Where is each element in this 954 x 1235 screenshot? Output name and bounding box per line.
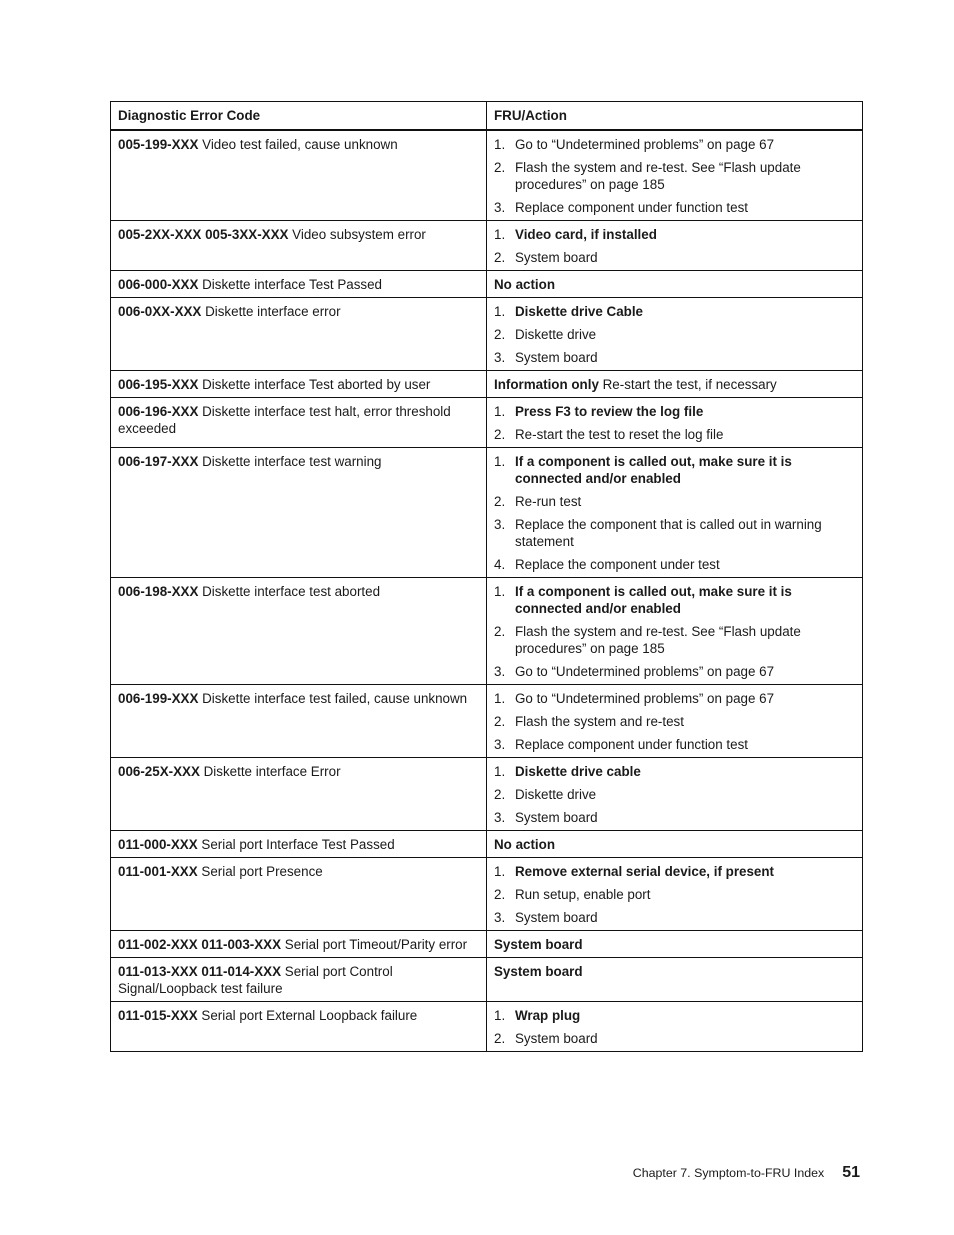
error-code-cell — [111, 398, 487, 448]
action-item — [494, 249, 855, 266]
column-header-fru-action: FRU/Action — [487, 102, 863, 131]
error-code: 005-2XX-XXX 005-3XX-XXX — [118, 227, 289, 242]
fru-action-cell — [487, 958, 863, 1002]
error-code-cell — [111, 931, 487, 958]
error-code-cell — [111, 271, 487, 298]
action-number: 2. — [494, 327, 506, 342]
chapter-title: Chapter 7. Symptom-to-FRU Index — [632, 1166, 825, 1180]
error-code: 011-002-XXX 011-003-XXX — [118, 937, 282, 952]
page-number: 51 — [842, 1164, 860, 1181]
action-item — [494, 403, 855, 420]
error-description: Diskette interface test warning — [198, 454, 382, 469]
action-emphasis: Information only — [494, 377, 599, 392]
fru-action-cell — [487, 931, 863, 958]
action-list — [494, 453, 855, 573]
fru-action-cell — [487, 858, 863, 931]
fru-action-cell — [487, 398, 863, 448]
action-text: Flash the system and re-test — [515, 714, 684, 729]
table-row — [111, 831, 863, 858]
error-code: 006-196-XXX — [118, 404, 199, 419]
error-code: 006-25X-XXX — [118, 764, 200, 779]
table-body — [111, 130, 863, 1052]
action-item — [494, 493, 855, 510]
error-description: Serial port Interface Test Passed — [197, 837, 395, 852]
page-footer — [633, 1164, 860, 1182]
error-description: Serial port Presence — [197, 864, 323, 879]
action-text: Wrap plug — [515, 1008, 581, 1023]
fru-action-cell — [487, 1002, 863, 1052]
error-code-cell — [111, 831, 487, 858]
action-emphasis: No action — [494, 837, 556, 852]
error-code-cell — [111, 1002, 487, 1052]
action-item — [494, 623, 855, 657]
fru-action-cell — [487, 371, 863, 398]
action-item — [494, 809, 855, 826]
table-row — [111, 130, 863, 221]
action-emphasis: System board — [494, 964, 583, 979]
action-text: System board — [515, 810, 598, 825]
error-description: Diskette interface Test Passed — [198, 277, 382, 292]
action-item — [494, 763, 855, 780]
action-text: Replace component under function test — [515, 737, 748, 752]
action-item — [494, 663, 855, 680]
error-code-cell — [111, 958, 487, 1002]
action-number: 2. — [494, 887, 506, 902]
action-number: 1. — [494, 304, 506, 319]
table-row — [111, 448, 863, 578]
action-list — [494, 690, 855, 753]
action-item — [494, 303, 855, 320]
action-text: If a component is called out, make sure it is connected and/or enabled — [515, 454, 792, 486]
error-code-cell — [111, 758, 487, 831]
error-description: Video test failed, cause unknown — [198, 137, 398, 152]
fru-action-cell — [487, 221, 863, 271]
error-code-cell — [111, 578, 487, 685]
action-number: 3. — [494, 350, 506, 365]
table-header-row — [111, 102, 863, 131]
action-text: Replace component under function test — [515, 200, 748, 215]
error-description: Diskette interface test aborted — [198, 584, 381, 599]
action-number: 1. — [494, 404, 506, 419]
action-text: System board — [515, 350, 598, 365]
error-code: 006-195-XXX — [118, 377, 199, 392]
action-emphasis: System board — [494, 937, 583, 952]
action-text: System board — [515, 910, 598, 925]
action-text: Replace the component that is called out in warning statement — [515, 517, 822, 549]
error-code-cell — [111, 371, 487, 398]
error-code: 011-015-XXX — [118, 1008, 198, 1023]
error-description: Serial port External Loopback failure — [197, 1008, 418, 1023]
error-code-cell — [111, 685, 487, 758]
action-number: 2. — [494, 1031, 506, 1046]
action-list — [494, 226, 855, 266]
action-text: Go to “Undetermined problems” on page 67 — [515, 664, 775, 679]
action-item — [494, 136, 855, 153]
action-number: 3. — [494, 517, 506, 532]
diagnostic-error-table — [110, 101, 863, 1052]
action-text: Flash the system and re-test. See “Flash update procedures” on page 185 — [515, 624, 801, 656]
action-number: 3. — [494, 200, 506, 215]
action-item — [494, 583, 855, 617]
action-text: Diskette drive — [515, 327, 597, 342]
error-code-cell — [111, 858, 487, 931]
fru-action-cell — [487, 831, 863, 858]
action-item — [494, 736, 855, 753]
action-number: 1. — [494, 764, 506, 779]
action-list — [494, 863, 855, 926]
action-text: Press F3 to review the log file — [515, 404, 704, 419]
column-header-error-code: Diagnostic Error Code — [111, 102, 487, 131]
action-list — [494, 136, 855, 216]
error-code: 006-199-XXX — [118, 691, 199, 706]
action-number: 3. — [494, 664, 506, 679]
action-text: Remove external serial device, if present — [515, 864, 775, 879]
error-code-cell — [111, 298, 487, 371]
action-item — [494, 886, 855, 903]
action-item — [494, 786, 855, 803]
action-number: 1. — [494, 227, 506, 242]
action-text: Go to “Undetermined problems” on page 67 — [515, 137, 775, 152]
action-text: Diskette drive cable — [515, 764, 641, 779]
action-text: Flash the system and re-test. See “Flash update procedures” on page 185 — [515, 160, 801, 192]
action-number: 3. — [494, 910, 506, 925]
error-code-cell — [111, 448, 487, 578]
action-emphasis: No action — [494, 277, 556, 292]
error-code: 005-199-XXX — [118, 137, 199, 152]
action-list — [494, 763, 855, 826]
action-list — [494, 303, 855, 366]
error-code: 006-0XX-XXX — [118, 304, 202, 319]
action-item — [494, 556, 855, 573]
error-code: 006-000-XXX — [118, 277, 199, 292]
fru-action-cell — [487, 448, 863, 578]
table-row — [111, 685, 863, 758]
action-text: Re-start the test to reset the log file — [515, 427, 724, 442]
error-description: Diskette interface Error — [199, 764, 341, 779]
action-number: 1. — [494, 454, 506, 469]
action-item — [494, 713, 855, 730]
action-text: If a component is called out, make sure it is connected and/or enabled — [515, 584, 792, 616]
action-item — [494, 690, 855, 707]
fru-action-cell — [487, 685, 863, 758]
fru-action-cell — [487, 758, 863, 831]
error-description: Diskette interface test failed, cause unknown — [198, 691, 468, 706]
action-text: Run setup, enable port — [515, 887, 651, 902]
action-number: 2. — [494, 787, 506, 802]
action-number: 2. — [494, 250, 506, 265]
table-row — [111, 271, 863, 298]
action-number: 2. — [494, 714, 506, 729]
error-description: Serial port Control Signal/Loopback test failure — [118, 964, 393, 996]
error-description: Video subsystem error — [288, 227, 426, 242]
error-description: Diskette interface error — [201, 304, 341, 319]
fru-action-cell — [487, 130, 863, 221]
action-item — [494, 426, 855, 443]
action-note: Re-start the test, if necessary — [598, 377, 777, 392]
error-code: 006-198-XXX — [118, 584, 199, 599]
action-text: System board — [515, 1031, 598, 1046]
action-number: 2. — [494, 624, 506, 639]
action-item — [494, 349, 855, 366]
table-row — [111, 858, 863, 931]
action-number: 2. — [494, 494, 506, 509]
action-number: 1. — [494, 691, 506, 706]
action-text: System board — [515, 250, 598, 265]
table-row — [111, 578, 863, 685]
action-text: Re-run test — [515, 494, 582, 509]
error-code-cell — [111, 130, 487, 221]
action-item — [494, 199, 855, 216]
error-description: Diskette interface Test aborted by user — [198, 377, 431, 392]
action-number: 1. — [494, 864, 506, 879]
action-text: Video card, if installed — [515, 227, 657, 242]
action-item — [494, 516, 855, 550]
action-item — [494, 159, 855, 193]
action-list — [494, 1007, 855, 1047]
table-row — [111, 931, 863, 958]
action-number: 1. — [494, 584, 506, 599]
action-item — [494, 326, 855, 343]
action-number: 2. — [494, 160, 506, 175]
table-row — [111, 398, 863, 448]
table-row — [111, 758, 863, 831]
table-row — [111, 298, 863, 371]
error-code-cell — [111, 221, 487, 271]
action-text: Diskette drive — [515, 787, 597, 802]
action-text: Replace the component under test — [515, 557, 720, 572]
table-row — [111, 1002, 863, 1052]
error-code: 006-197-XXX — [118, 454, 199, 469]
action-number: 1. — [494, 137, 506, 152]
table-row — [111, 221, 863, 271]
table-row — [111, 371, 863, 398]
error-code: 011-000-XXX — [118, 837, 198, 852]
action-list — [494, 403, 855, 443]
action-text: Go to “Undetermined problems” on page 67 — [515, 691, 775, 706]
action-number: 1. — [494, 1008, 506, 1023]
fru-action-cell — [487, 578, 863, 685]
action-item — [494, 453, 855, 487]
action-item — [494, 1030, 855, 1047]
action-number: 4. — [494, 557, 506, 572]
action-number: 2. — [494, 427, 506, 442]
action-item — [494, 226, 855, 243]
fru-action-cell — [487, 271, 863, 298]
action-item — [494, 909, 855, 926]
action-list — [494, 583, 855, 680]
action-item — [494, 1007, 855, 1024]
fru-action-cell — [487, 298, 863, 371]
action-number: 3. — [494, 737, 506, 752]
error-code: 011-013-XXX 011-014-XXX — [118, 964, 282, 979]
error-description: Diskette interface test halt, error threshold exceeded — [118, 404, 451, 436]
action-number: 3. — [494, 810, 506, 825]
action-text: Diskette drive Cable — [515, 304, 644, 319]
table-row — [111, 958, 863, 1002]
error-description: Serial port Timeout/Parity error — [281, 937, 468, 952]
action-item — [494, 863, 855, 880]
error-code: 011-001-XXX — [118, 864, 198, 879]
